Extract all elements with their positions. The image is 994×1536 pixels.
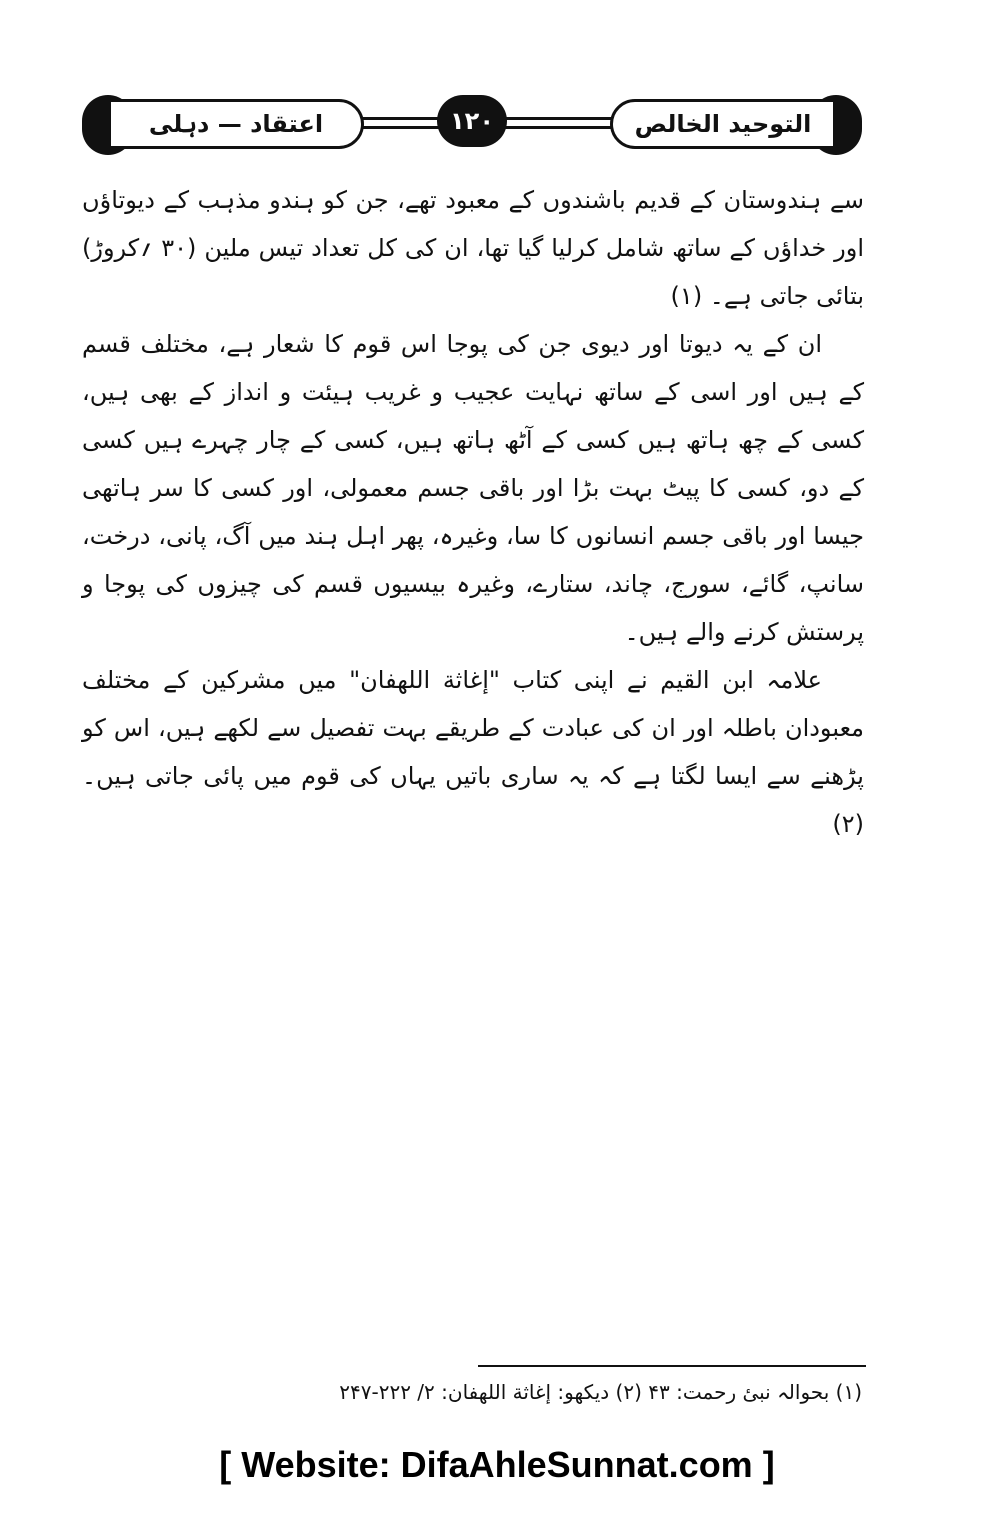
- header-section-label: اعتقاد — دہلی: [108, 99, 364, 149]
- website-banner: [ Website: DifaAhleSunnat.com ]: [219, 1444, 775, 1485]
- header-book-title: التوحید الخالص: [610, 99, 836, 149]
- page-header: [82, 95, 862, 165]
- body-text: [82, 176, 864, 848]
- page-number: ۱۲۰: [437, 95, 507, 147]
- footnote-divider: [478, 1365, 866, 1367]
- footnote: (۱) بحوالہ نبیٔ رحمت: ۴۳ (۲) دیکھو: إغاثة اللهفان: ۲/ ۲۲۲-۲۴۷: [339, 1380, 862, 1404]
- paragraph-3: علامہ ابن القیم نے اپنی کتاب "إغاثة اللهفان" میں مشرکین کے مختلف معبودان باطلہ اور ان کی عبادت کے طریقے بہت تفصیل سے لکھے ہیں، اس کو پڑھنے سے ایسا لگتا ہے کہ یہ ساری باتیں یہاں کی قوم میں پائی جاتی ہیں۔ (۲): [82, 666, 864, 838]
- paragraph-1: سے ہندوستان کے قدیم باشندوں کے معبود تھے، جن کو ہندو مذہب کے دیوتاؤں اور خداؤں کے ساتھ شامل کرلیا گیا تھا، ان کی کل تعداد تیس ملین (۳۰ ؍کروڑ) بتائی جاتی ہے۔ (۱): [82, 186, 864, 310]
- paragraph-2: ان کے یہ دیوتا اور دیوی جن کی پوجا اس قوم کا شعار ہے، مختلف قسم کے ہیں اور اسی کے ساتھ نہایت عجیب و غریب ہیئت و انداز کے بھی ہیں، کسی کے چھ ہاتھ ہیں کسی کے آٹھ ہاتھ ہیں، کسی کے چار چہرے ہیں کسی کے دو، کسی کا پیٹ بہت بڑا اور باقی جسم معمولی، اور کسی کا سر ہاتھی جیسا اور باقی جسم انسانوں کا سا، وغیرہ، پھر اہل ہند میں آگ، پانی، درخت، سانپ، گائے، سورج، چاند، ستارے، وغیرہ بیسیوں قسم کی چیزوں کی پوجا و پرستش کرنے والے ہیں۔: [82, 330, 864, 646]
